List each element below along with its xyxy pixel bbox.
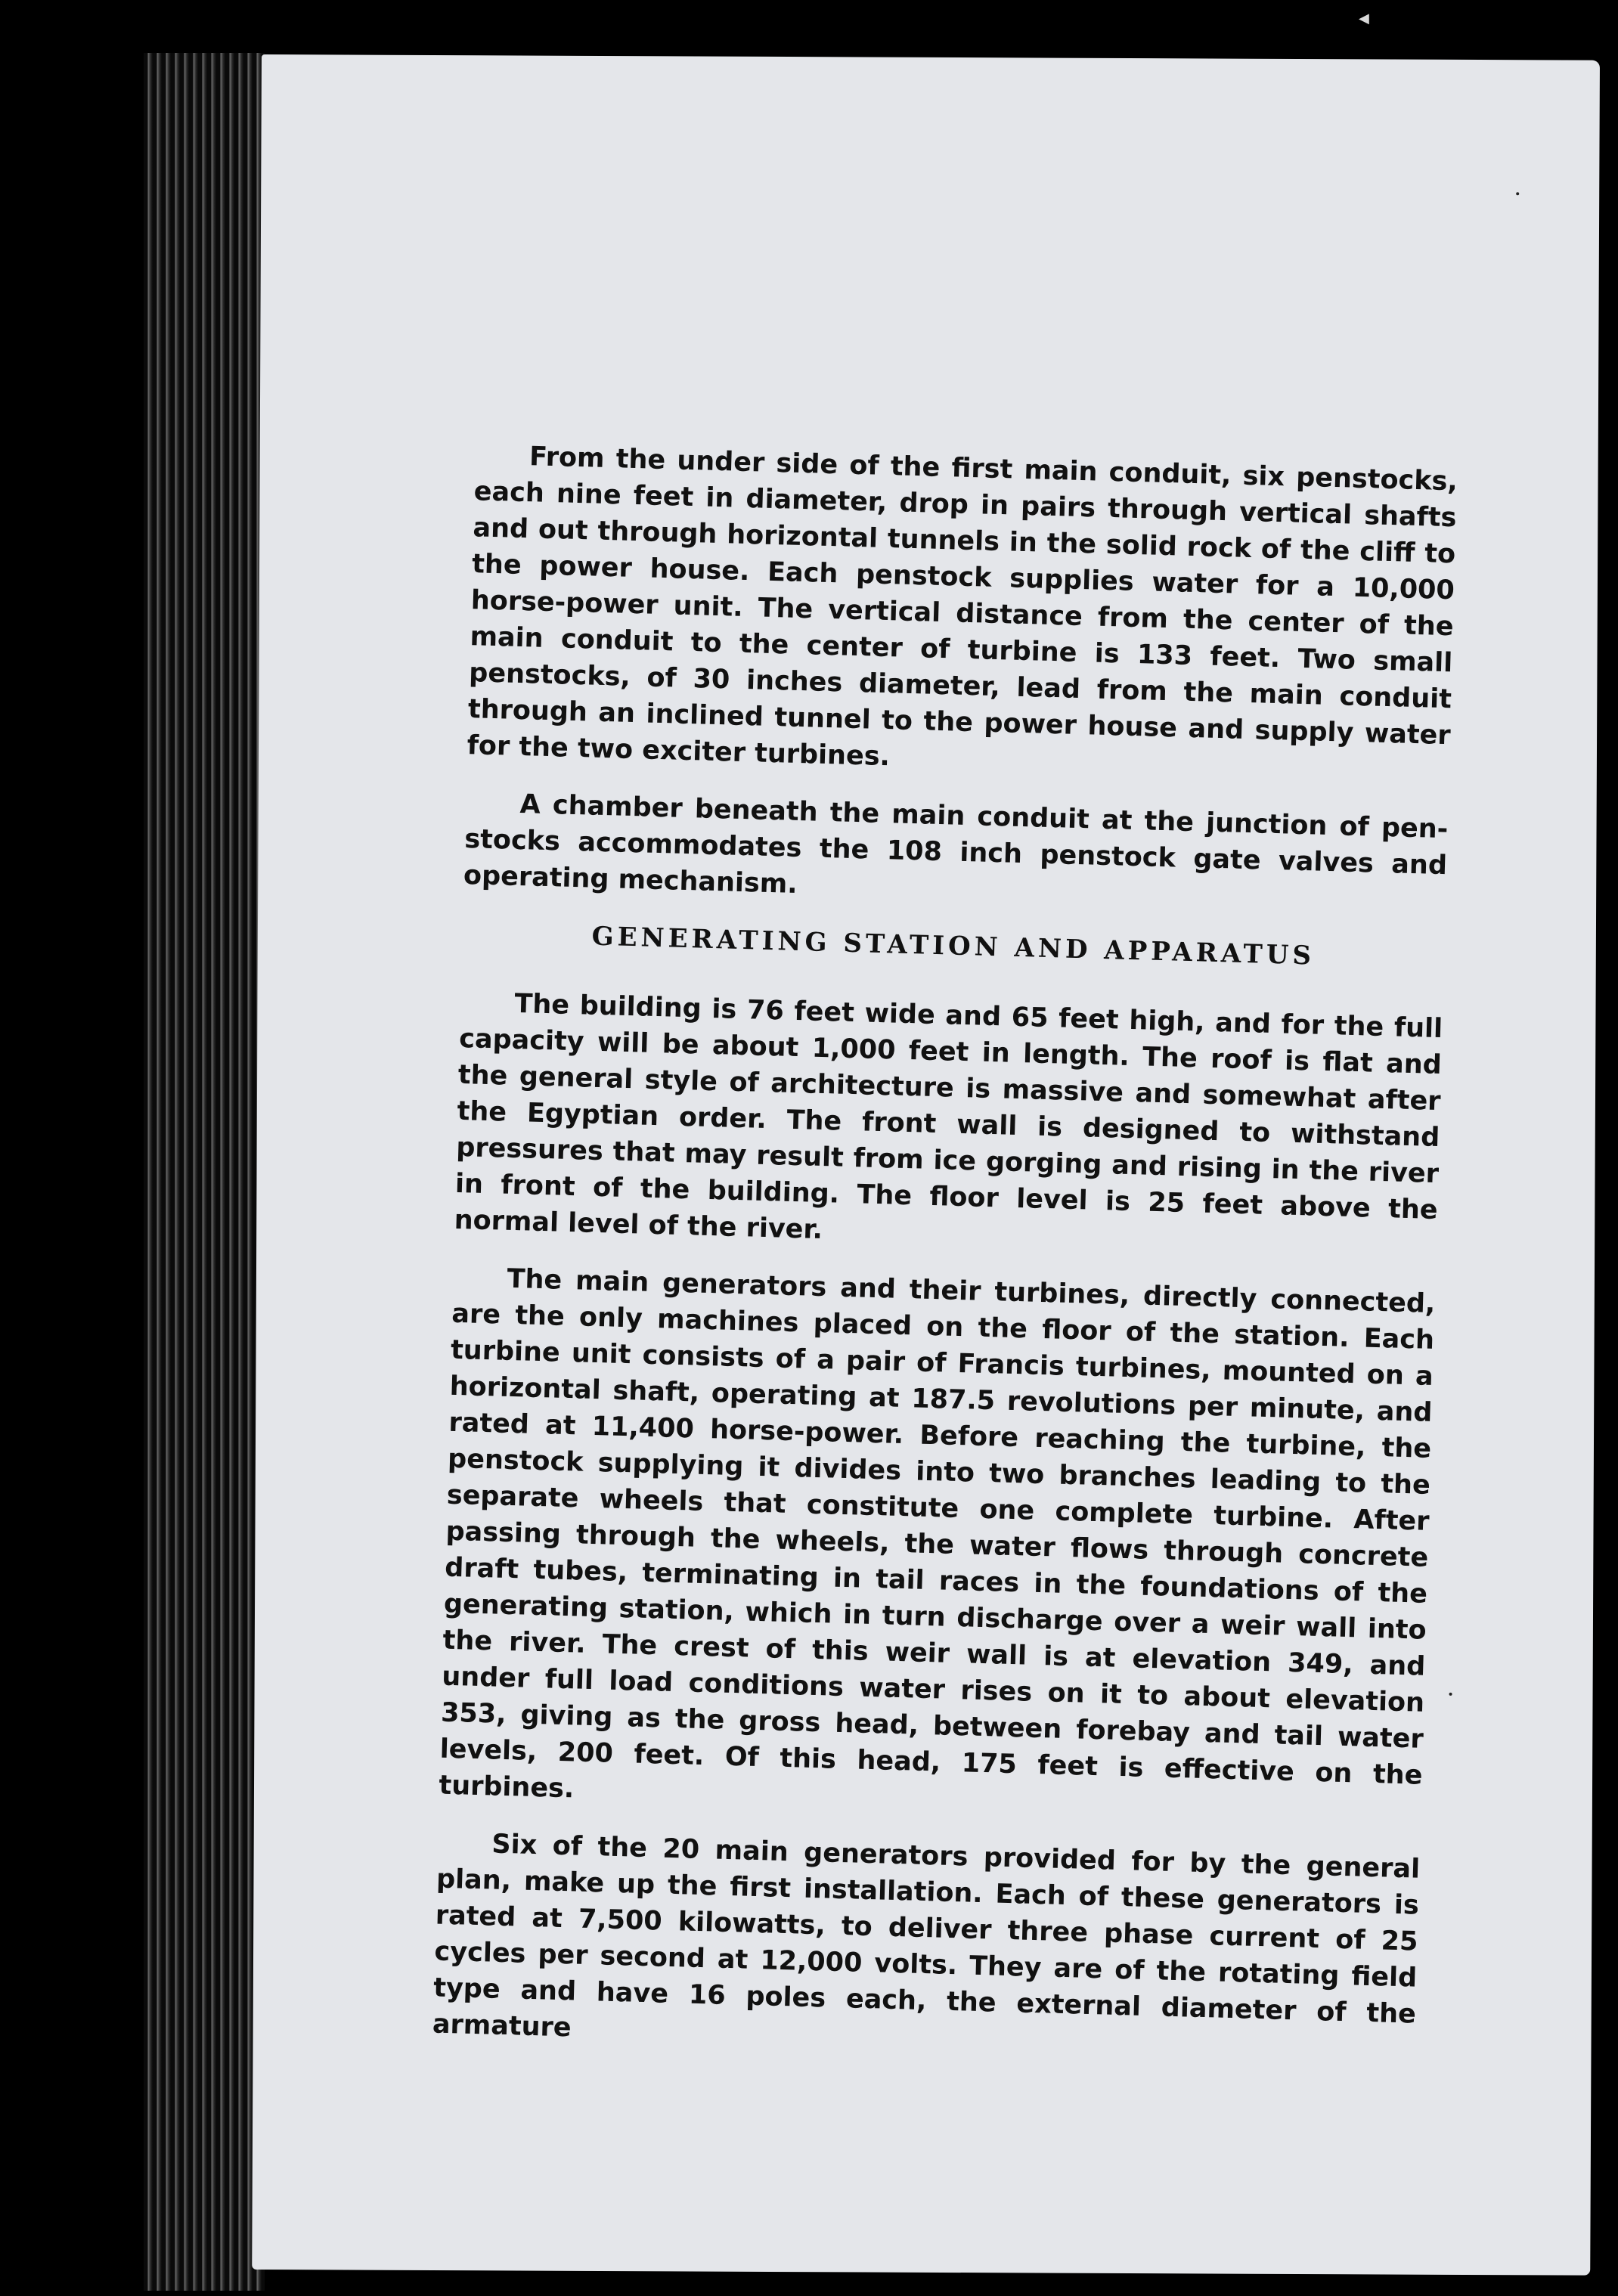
page-text xyxy=(432,437,1458,2090)
scan-corner-mark: ◀ xyxy=(1359,11,1369,26)
paragraph-generators-turbines: The main generators and their turbines, directly connected, are the only machines placed on the floor of the station. Each turbine unit consists of a pair of Francis turbines, mounted on a horizontal shaft, operating at 187.5 revolutions per minute, and rated at 11,400 horse-power. Before reaching the turbine, the penstock supplying it divides into two branches leading to the separate wheels that constitute one complete turbine. After passing through the wheels, the water flows through concrete draft tubes, terminating in tail races in the foundations of the generating station, which in turn discharge over a weir wall into the river. The crest of this weir wall is at elevation 349, and under full load conditions water rises on it to about elevation 353, giving as the gross head, between forebay and tail water levels, 200 feet. Of this head, 175 feet is effective on the turbines. xyxy=(438,1263,1436,1805)
paragraph-penstocks: From the under side of the first main conduit, six penstocks, each nine feet in diameter, drop in pairs through vertical shafts and out through horizontal tunnels in the solid rock of the cliff to the power house. Each penstock supplies water for a 10,000 horse-power unit. The vertical distance from the center of the main conduit to the center of turbine is 133 feet. Two small penstocks, of 30 inches diameter, lead from the main conduit through an inclined tunnel to the power house and supply water for the two exciter turbines. xyxy=(466,442,1458,773)
section-heading: GENERATING STATION AND APPARATUS xyxy=(591,921,1316,971)
paragraph-valve-chamber: A chamber beneath the main conduit at the junction of penstocks accommodates the 108 inch penstock gate valves and operating mechanism. xyxy=(463,789,1449,900)
page-speck xyxy=(1516,192,1519,195)
paragraph-installation: Six of the 20 main generators provided for by the general plan, make up the first installation. Each of these generators is rated at 7,500 kilowatts, to deliver three phase current of 25 cycles per second at 12,000 volts. They are of the rotating field type and have 16 poles each, the external diameter of the armature xyxy=(432,1829,1421,2043)
book-page-edges xyxy=(144,53,265,2291)
page-speck xyxy=(1449,1693,1452,1696)
book-page xyxy=(252,54,1600,2276)
paragraph-building: The building is 76 feet wide and 65 feet high, and for the full capacity will be about 1,000 feet in length. The roof is flat and the general style of architecture is massive and somewhat after the Egyptian order. The front wall is designed to withstand pressures that may result from ice gorging and rising in the river in front of the building. The floor level is 25 feet above the normal level of the river. xyxy=(454,988,1443,1246)
